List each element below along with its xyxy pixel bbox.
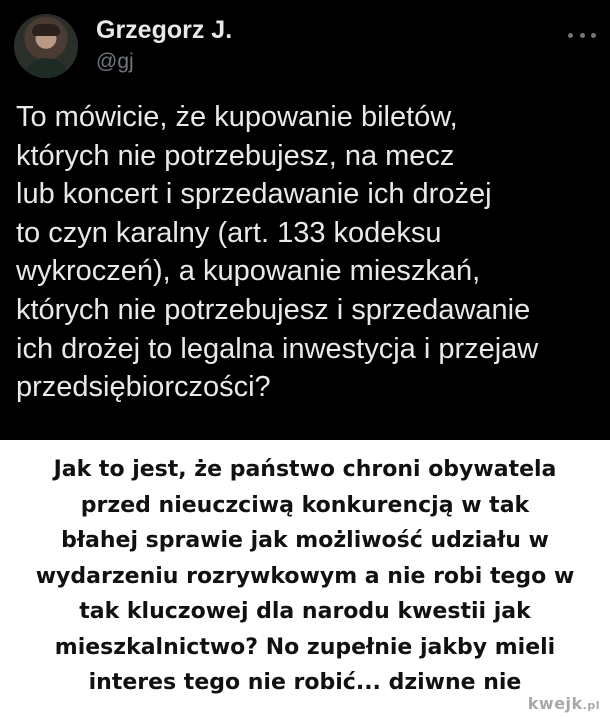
watermark-tld: .pl — [582, 699, 600, 712]
avatar[interactable] — [14, 14, 78, 78]
avatar-shirt — [22, 58, 70, 78]
avatar-hair — [32, 24, 60, 36]
caption-panel — [0, 440, 610, 719]
watermark-logo — [528, 694, 600, 713]
more-dot — [591, 33, 596, 38]
watermark-brand: kwejk — [527, 694, 583, 713]
tweet-text: To mówicie, że kupowanie biletów, których nie potrzebujesz, na mecz lub koncert i sprzedawanie ich drożej to czyn karalny (art. 133 kodeksu wykroczeń), a kupowanie mieszkań, których nie potrzebujesz i sprzedawanie ich drożej to legalna inwestycja i przejaw przedsiębiorczości? — [16, 101, 539, 404]
caption-text: Jak to jest, że państwo chroni obywatela przed nieuczciwą konkurencją w tak błahej sprawie jak możliwość udziału w wydarzeniu rozrywkowym a nie robi tego w tak kluczowej dla narodu kwestii jak mieszkalnictwo? No zupełnie jakby mieli interes tego nie robić... dziwne nie — [35, 457, 575, 695]
more-dot — [568, 33, 573, 38]
more-dot — [580, 33, 585, 38]
author-handle[interactable]: @gj — [96, 50, 134, 73]
more-horizontal-icon[interactable] — [568, 30, 596, 40]
author-name[interactable]: Grzegorz J. — [96, 16, 233, 44]
